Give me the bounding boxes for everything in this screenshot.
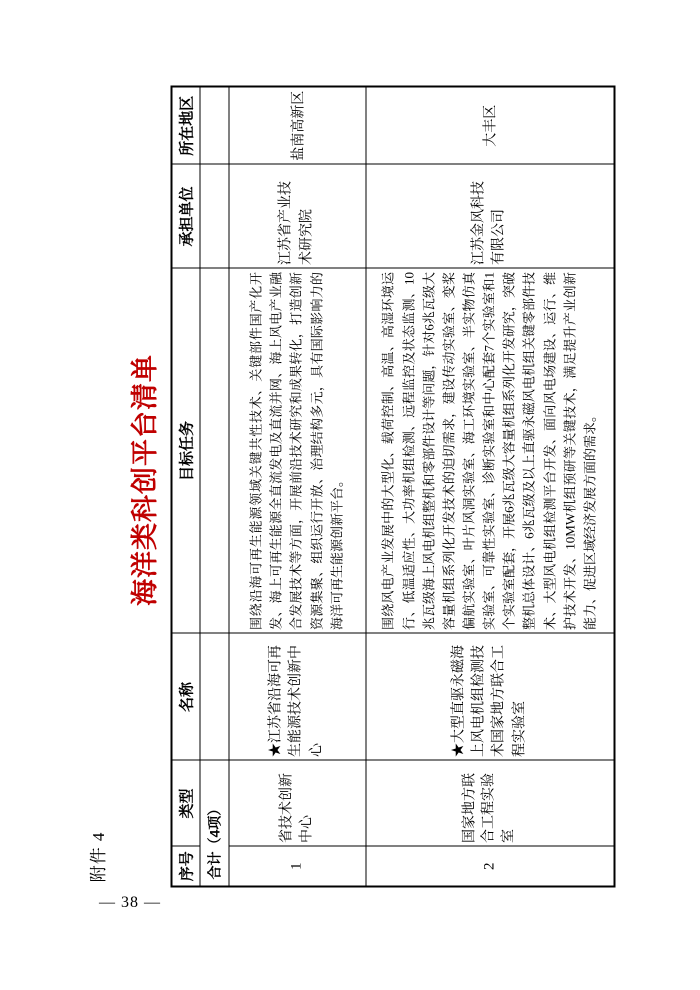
total-empty-cell xyxy=(200,269,229,634)
platform-table-rotated-wrapper xyxy=(171,88,614,888)
cell-target-task: 围绕沿海可再生能源领域关键共性技术、关键部件国产化开发、海上可再生能源全直流发电及直流并网、海上风电产业融合发展技术等方面，开展前沿技术研究和成果转化，打造创新资源集聚、组织运行开放、治理结构多元，具有国际影响力的海洋可再生能源创新平台。 xyxy=(229,269,366,634)
page-title: 海洋类科创平台清单 xyxy=(130,354,160,606)
header-region: 所在地区 xyxy=(172,87,200,165)
platform-table xyxy=(171,86,616,888)
cell-name: ★江苏省沿海可再生能源技术创新中心 xyxy=(229,634,366,761)
total-row xyxy=(200,87,229,887)
cell-serial-number: 2 xyxy=(366,847,615,887)
total-empty-cell xyxy=(200,165,229,269)
page-number: — 38 — xyxy=(99,894,161,911)
total-label: 合计（4项） xyxy=(200,761,229,887)
cell-region: 大丰区 xyxy=(366,87,615,165)
cell-region: 盐南高新区 xyxy=(229,87,366,165)
attachment-label: 附件 4 xyxy=(89,831,108,883)
table-row xyxy=(366,87,615,887)
cell-type: 国家地方联合工程实验室 xyxy=(366,761,615,847)
total-empty-cell xyxy=(200,634,229,761)
table-header-row xyxy=(172,87,200,887)
cell-serial-number: 1 xyxy=(229,847,366,887)
total-empty-cell xyxy=(200,87,229,165)
cell-target-task: 围绕风电产业发展中的大型化、载荷控制、高温、高湿环境运行、低温适应性、大功率机组检测、远程监控及状态监测、10兆瓦级海上风电机组整机和零部件设计等问题，针对6兆瓦级大容量机组系列化开发技术的迫切需求，建设传动实验室、变桨偏航实验室、叶片风洞实验室、海工环境实验室、半实物仿真实验室、可靠性实验室、诊断实验室和中心配套7个实验室和1个实验室配套，开展6兆瓦级大容量机组系列化开发研究，突破整机总体设计、6兆瓦级及以上直驱永磁风电机组关键零部件技术、大型风电机组检测平台开发、面向风电场建设、运行、维护技术开发、10MW机组预研等关键技术，满足提升产业创新能力、促进区域经济发展方面的需求。 xyxy=(366,269,615,634)
header-type: 类型 xyxy=(172,761,200,847)
cell-name: ★大型直驱永磁海上风电机组检测技术国家地方联合工程实验室 xyxy=(366,634,615,761)
header-name: 名称 xyxy=(172,634,200,761)
header-target-task: 目标任务 xyxy=(172,269,200,634)
table-row xyxy=(229,87,366,887)
cell-responsible-unit: 江苏金风科技有限公司 xyxy=(366,165,615,269)
header-responsible-unit: 承担单位 xyxy=(172,165,200,269)
cell-responsible-unit: 江苏省产业技术研究院 xyxy=(229,165,366,269)
cell-type: 省技术创新中心 xyxy=(229,761,366,847)
header-serial-number: 序号 xyxy=(172,847,200,887)
